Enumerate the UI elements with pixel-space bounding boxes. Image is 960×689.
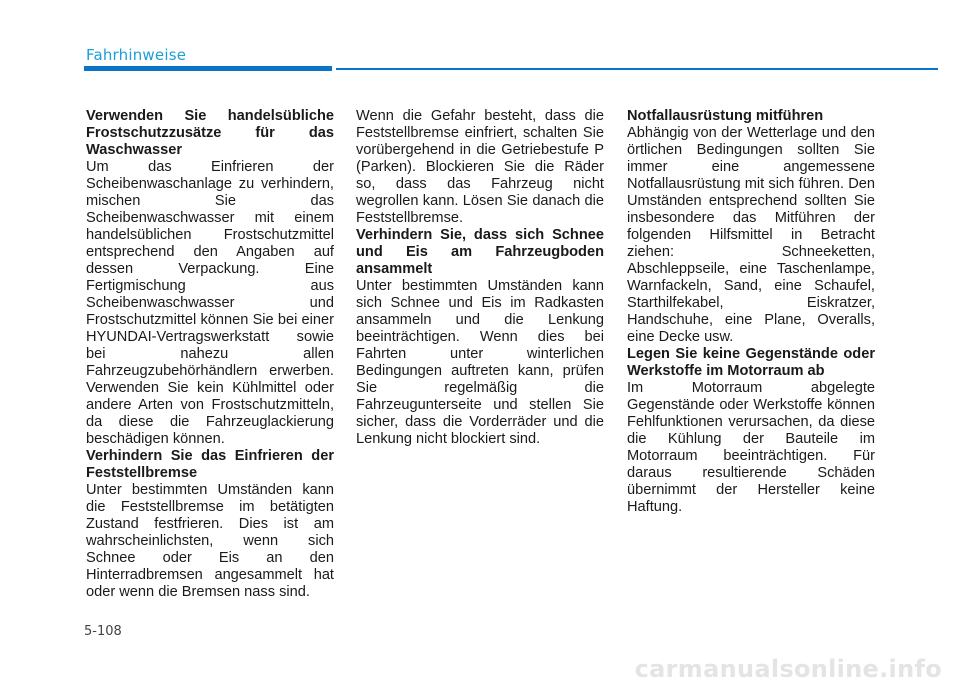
header-rule-thick	[84, 66, 332, 71]
paragraph-parking-brake-freeze: Unter bestimmten Umständen kann die Feststellbremse im betätigten Zustand festfrieren. Dies ist am wahrscheinlichsten, wenn sich Schnee oder Eis an den Hinterradbremsen angesammelt hat oder wenn die Bremsen nass sind.	[86, 482, 334, 600]
paragraph-emergency-equipment: Abhängig von der Wetterlage und den örtlichen Bedingungen sollten Sie immer eine angemessene Notfallausrüstung mit sich führen. Den Umständen entsprechend sollten Sie insbesondere das Mitführen der folgenden Hilfsmittel in Betracht ziehen: Schneeketten, Abschleppseile, eine Taschenlampe, Warnfackeln, Sand, eine Schaufel, Starthilfekabel, Eiskratzer, Handschuhe, eine Plane, Overalls, eine Decke usw.	[627, 125, 875, 345]
heading-snow-ice-underbody: Verhindern Sie, dass sich Schnee und Eis am Fahrzeugboden ansammelt	[356, 227, 604, 277]
watermark: carmanualsonline.info	[634, 655, 942, 683]
heading-emergency-equipment: Notfallausrüstung mitführen	[627, 108, 824, 124]
heading-engine-compartment: Legen Sie keine Gegenstände oder Werkstoffe im Motorraum ab	[627, 346, 875, 379]
page-number: 5-108	[84, 624, 122, 639]
column-3	[627, 108, 875, 516]
heading-parking-brake-freeze: Verhindern Sie das Einfrieren der Feststellbremse	[86, 448, 334, 481]
heading-washer-antifreeze: Verwenden Sie handelsübliche Frostschutzzusätze für das Waschwasser	[86, 108, 334, 158]
paragraph-parking-brake-advice: Wenn die Gefahr besteht, dass die Feststellbremse einfriert, schalten Sie vorübergehend in die Getriebestufe P (Parken). Blockieren Sie die Räder so, dass das Fahrzeug nicht wegrollen kann. Lösen Sie danach die Feststellbremse.	[356, 108, 604, 226]
header-rule-thin	[336, 68, 938, 70]
paragraph-engine-compartment: Im Motorraum abgelegte Gegenstände oder Werkstoffe können Fehlfunktionen verursachen, da diese die Kühlung der Bauteile im Motorraum beeinträchtigen. Für daraus resultierende Schäden übernimmt der Hersteller keine Haftung.	[627, 380, 875, 515]
column-1	[86, 108, 334, 601]
paragraph-washer-antifreeze: Um das Einfrieren der Scheibenwaschanlage zu verhindern, mischen Sie das Scheibenwaschwasser mit einem handelsüblichen Frostschutzmittel entsprechend den Angaben auf dessen Verpackung. Eine Fertigmischung aus Scheibenwaschwasser und Frostschutzmittel können Sie bei einer HYUNDAI-Vertragswerkstatt sowie bei nahezu allen Fahrzeugzubehörhändlern erwerben. Verwenden Sie kein Kühlmittel oder andere Arten von Frostschutzmitteln, da diese die Fahrzeuglackierung beschädigen können.	[86, 159, 334, 447]
column-2	[356, 108, 604, 448]
section-title: Fahrhinweise	[86, 46, 187, 64]
paragraph-snow-ice-underbody: Unter bestimmten Umständen kann sich Schnee und Eis im Radkasten ansammeln und die Lenkung beeinträchtigen. Wenn dies bei Fahrten unter winterlichen Bedingungen auftreten kann, prüfen Sie regelmäßig die Fahrzeugunterseite und stellen Sie sicher, dass die Vorderräder und die Lenkung nicht blockiert sind.	[356, 278, 604, 447]
